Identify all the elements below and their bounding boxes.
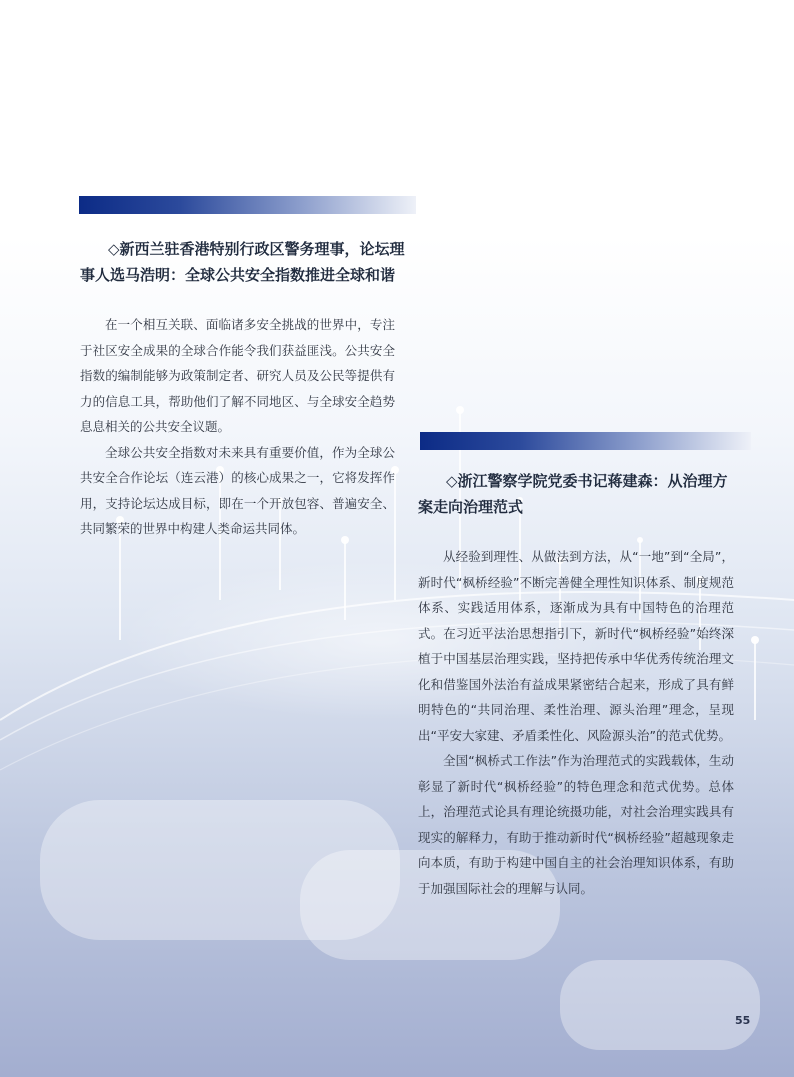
section-body [418, 544, 734, 901]
body-paragraph: 全国“枫桥式工作法”作为治理范式的实践载体，生动彰显了新时代“枫桥经验”的特色理念和范式优势。总体上，治理范式论具有理论统摄功能，对社会治理实践具有现实的解释力，有助于推动新时代“枫桥经验”超越现象走向本质，有助于构建中国自主的社会治理知识体系，有助于加强国际社会的理解与认同。 [418, 753, 734, 896]
section-body [80, 312, 395, 542]
section-heading: ◇新西兰驻香港特别行政区警务理事，论坛理事人选马浩明：全球公共安全指数推进全球和谐 [80, 240, 405, 284]
body-paragraph: 全球公共安全指数对未来具有重要价值，作为全球公共安全合作论坛（连云港）的核心成果之一，它将发挥作用，支持论坛达成目标，即在一个开放包容、普遍安全、共同繁荣的世界中构建人类命运共同体。 [80, 444, 395, 536]
body-paragraph: 从经验到理性、从做法到方法，从“一地”到“全局”，新时代“枫桥经验”不断完善健全理性知识体系、制度规范体系、实践适用体系，逐渐成为具有中国特色的治理范式。在习近平法治思想指引下，新时代“枫桥经验”始终深植于中国基层治理实践，坚持把传承中华优秀传统治理文化和借鉴国外法治有益成果紧密结合起来，形成了具有鲜明特色的“共同治理、柔性治理、源头治理”理念，呈现出“平安大家建、矛盾柔性化、风险源头治”的范式优势。 [418, 549, 734, 743]
decorative-header-band [79, 196, 416, 214]
decorative-header-band [420, 432, 751, 450]
body-paragraph: 在一个相互关联、面临诸多安全挑战的世界中，专注于社区安全成果的全球合作能令我们获益匪浅。公共安全指数的编制能够为政策制定者、研究人员及公民等提供有力的信息工具，帮助他们了解不同地区、与全球安全趋势息息相关的公共安全议题。 [80, 317, 395, 434]
section-heading: ◇浙江警察学院党委书记蒋建森：从治理方案走向治理范式 [418, 472, 728, 516]
page-number: 55 [735, 1014, 751, 1027]
